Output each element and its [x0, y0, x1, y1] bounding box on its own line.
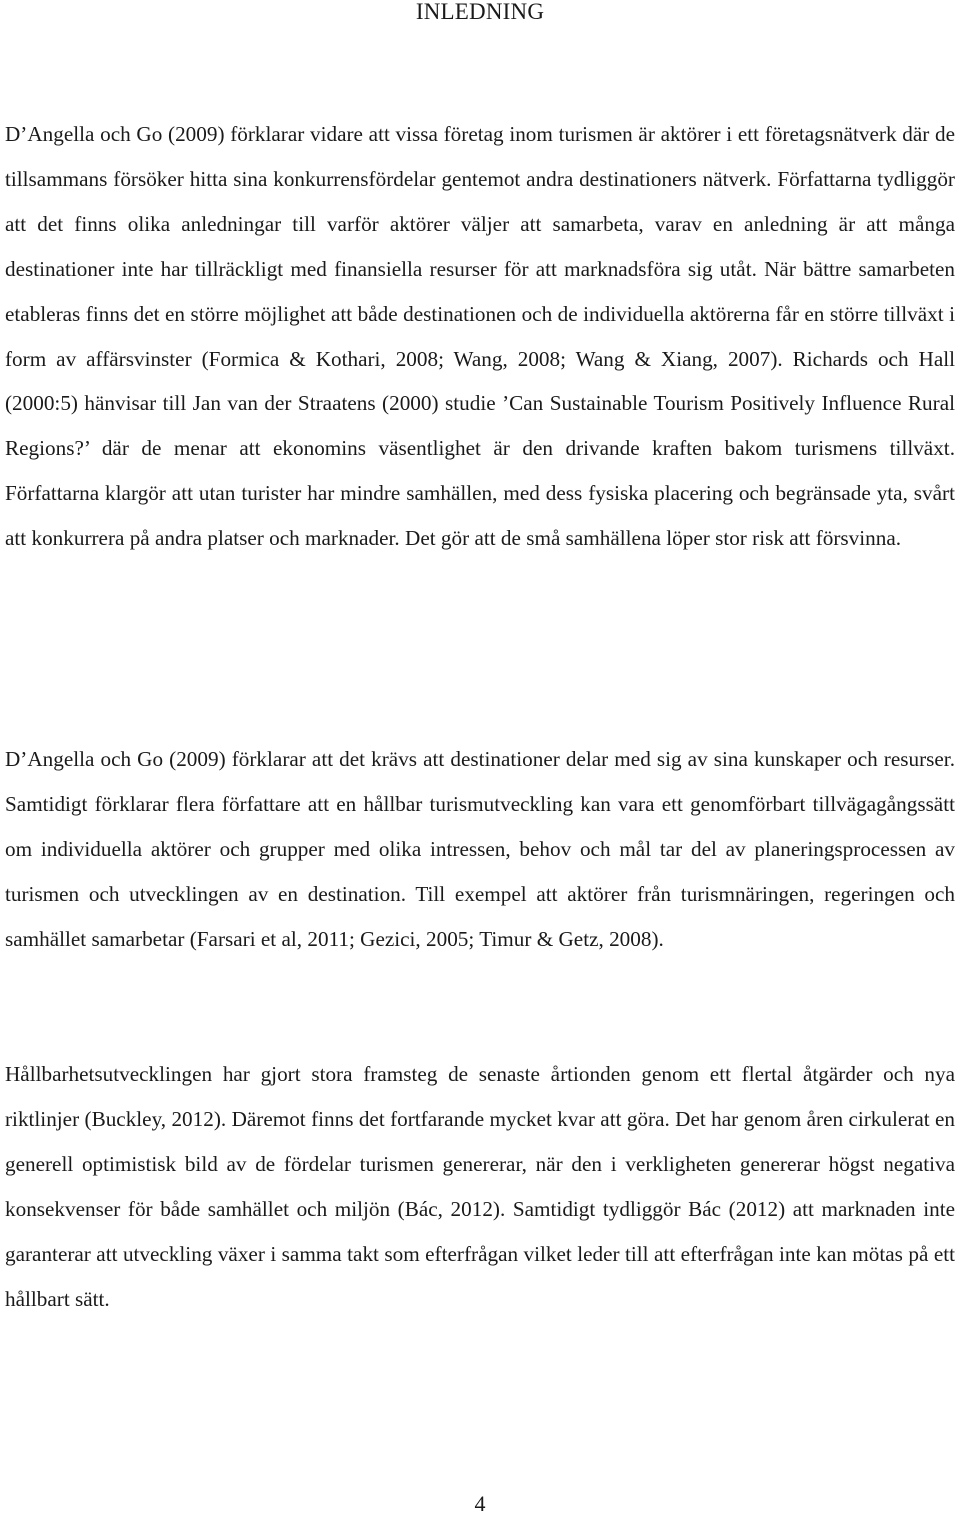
page-number: 4: [474, 1491, 486, 1516]
body-paragraph-3: Hållbarhetsutvecklingen har gjort stora framsteg de senaste årtionden genom ett flertal åtgärder och nya riktlinjer (Buckley, 2012). Däremot finns det fortfarande mycket kvar att göra. Det har genom åren cirkulerat en generell optimistisk bild av de fördelar turismen genererar, när den i verkligheten genererar högst negativa konsekvenser för både samhället och miljön (Bác, 2012). Samtidigt tydliggör Bác (2012) att marknaden inte garanterar att utveckling växer i samma takt som efterfrågan vilket leder till att efterfrågan inte kan mötas på ett hållbart sätt.: [5, 1062, 955, 1311]
body-paragraph-2: D’Angella och Go (2009) förklarar att det krävs att destinationer delar med sig av sina kunskaper och resurser. Samtidigt förklarar flera författare att en hållbar turismutveckling kan vara ett genomförbart tillvägagångssätt om individuella aktörer och grupper med olika intressen, behov och mål tar del av planeringsprocessen av turismen och utvecklingen av en destination. Till exempel att aktörer från turismnäringen, regeringen och samhället samarbetar (Farsari et al, 2011; Gezici, 2005; Timur & Getz, 2008).: [5, 747, 955, 951]
body-paragraph-1: D’Angella och Go (2009) förklarar vidare att vissa företag inom turismen är aktörer i ett företagsnätverk där de tillsammans försöker hitta sina konkurrensfördelar gentemot andra destinationers nätverk. Författarna tydliggör att det finns olika anledningar till varför aktörer väljer att samarbeta, varav en anledning är att många destinationer inte har tillräckligt med finansiella resurser för att marknadsföra sig utåt. När bättre samarbeten etableras finns det en större möjlighet att både destinationen och de individuella aktörerna får en större tillväxt i form av affärsvinster (Formica & Kothari, 2008; Wang, 2008; Wang & Xiang, 2007). Richards och Hall (2000:5) hänvisar till Jan van der Straatens (2000) studie ’Can Sustainable Tourism Positively Influence Rural Regions?’ där de menar att ekonomins väsentlighet är den drivande kraften bakom turismens tillväxt. Författarna klargör att utan turister har mindre samhällen, med dess fysiska placering och begränsade yta, svårt att konkurrera på andra platser och marknader. Det gör att de små samhällena löper stor risk att försvinna.: [5, 122, 955, 551]
section-heading: INLEDNING: [415, 0, 545, 24]
